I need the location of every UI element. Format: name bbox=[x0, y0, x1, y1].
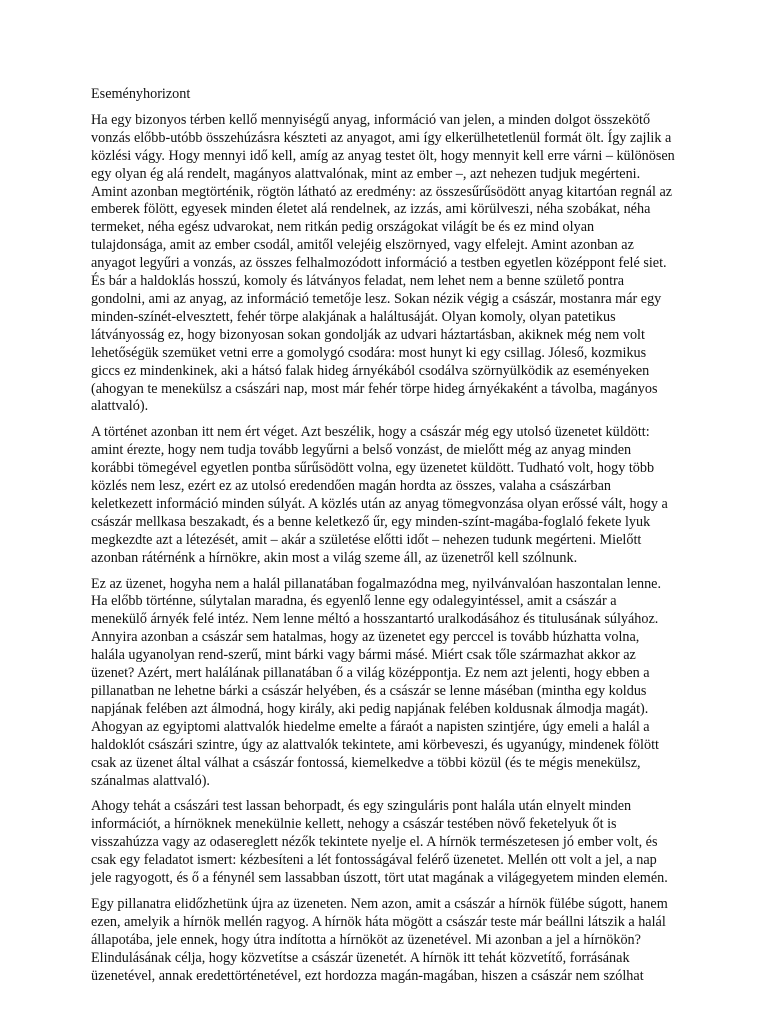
text-line: Ahogyan az egyiptomi alattvalók hiedelme emelte a fáraót a napisten szintjére, úgy emeli a halál a bbox=[91, 718, 650, 735]
text-line: Egy pillanatra elidőzhetünk újra az üzeneten. Nem azon, amit a császár a hírnök fülébe súgott, hanem bbox=[91, 895, 668, 912]
text-line: halála ugyanolyan rend-szerű, mint bárki vagy bármi másé. Miért csak tőle származhat akkor az bbox=[91, 647, 636, 664]
text-line: császár mellkasa beszakadt, és a benne keletkező űr, egy minden-színt-magába-foglaló fekete lyuk bbox=[91, 513, 651, 530]
text-line: látványosság ez, hogy bizonyosan sokan gondolják az udvari háztartásban, akiknek még nem volt bbox=[91, 326, 645, 343]
text-line: visszahúzza vagy az odasereglett nézők tekintete nyelje el. A hírnök természetesen jó ember volt, és bbox=[91, 834, 658, 851]
text-line: (ahogyan te menekülsz a császári nap, most már fehér törpe hideg árnyékaként a távolba, magányos bbox=[91, 380, 658, 397]
document-title: Eseményhorizont bbox=[91, 86, 191, 102]
text-line: ezen, amelyik a hírnök mellén ragyog. A hírnök háta mögött a császár teste már beállni látszik a halál bbox=[91, 913, 666, 930]
text-line: megkezdte azt a létezését, amit – akár a születése előtti időt – nehezen tudunk megérteni. Mielőtt bbox=[91, 531, 642, 548]
text-line: alattvaló). bbox=[91, 398, 149, 415]
text-line: Ez az üzenet, hogyha nem a halál pillanatában fogalmazódna meg, nyilvánvalóan haszontalan lenne. bbox=[91, 575, 662, 592]
text-line: üzenet? Azért, mert halálának pillanatában ő a világ középpontja. Ez nem azt jelenti, hogy ebben a bbox=[91, 665, 650, 682]
text-line: giccs ez mindenkinek, aki a hátsó falak hideg árnyékából csodálva szörnyülködik az eseményeken bbox=[91, 362, 650, 379]
text-line: közlési vágy. Hogy mennyi idő kell, amíg az anyag testet ölt, hogy mennyit kell erre várni – különösen bbox=[91, 147, 675, 164]
text-line: információt, a hírnöknek menekülnie kellett, nehogy a császár testében növő feketelyuk őt is bbox=[91, 816, 617, 833]
text-line: jele ragyogott, és ő a fénynél sem lassabban úszott, tört utat magának a világegyetem minden elemén. bbox=[91, 870, 668, 887]
document-page bbox=[91, 86, 676, 994]
text-line: pillanatban ne lehetne bárki a császár helyében, és a császár se lenne máséban (mintha egy koldus bbox=[91, 683, 647, 699]
text-line: korábbi tömegével egyetlen pontba sűrűsödött volna, egy üzenetet küldött. Tudható volt, hogy több bbox=[91, 460, 655, 477]
paragraph bbox=[91, 576, 676, 791]
text-line: üzenetével, annak eredettörténetével, ezt hordozza magán-magában, hiszen a császár nem szólhat bbox=[91, 967, 644, 984]
text-line: Ahogy tehát a császári test lassan behorpadt, és egy szinguláris pont halála után elnyelt minden bbox=[91, 798, 632, 815]
paragraph bbox=[91, 798, 676, 888]
text-line: közlés nem lesz, ezért ez az utolsó eredendően magán hordta az összes, valaha a császárban bbox=[91, 478, 611, 495]
text-line: Amint azonban megtörténik, rögtön látható az eredmény: az összesűrűsödött anyag kitartóan regnál az bbox=[91, 183, 673, 200]
text-line: A történet azonban itt nem ért véget. Azt beszélik, hogy a császár még egy utolsó üzenetet küldött: bbox=[91, 424, 650, 441]
text-line: keletkezett információ minden súlyát. A közlés után az anyag tömegvonzása olyan erőssé vált, hogy a bbox=[91, 495, 668, 512]
text-line: Ha előbb történne, súlytalan maradna, és egyenlő lenne egy odalegyintéssel, amit a császár a bbox=[91, 593, 617, 610]
text-line: Annyira azonban a császár sem hatalmas, hogy az üzenetet egy perccel is tovább húzhatta volna, bbox=[91, 629, 640, 646]
text-line: vonzás előbb-utóbb összehúzásra készteti az anyagot, ami így elkerülhetetlenül formát ölt. Így zajlik a bbox=[91, 129, 672, 146]
text-line: csak egy feladatot ismert: kézbesíteni a lét fontosságával felérő üzenetet. Mellén ott volt a jel, a nap bbox=[91, 852, 657, 869]
document-body bbox=[91, 112, 676, 986]
text-line: haldoklót császári szintre, úgy az alattvalók tekintete, ami körbeveszi, és ugyanúgy, mindenek fölött bbox=[91, 736, 659, 753]
paragraph bbox=[91, 896, 676, 986]
text-line: egy olyan ég alá rendelt, magányos alattvalónak, mint az ember –, azt nehezen tudjuk megérteni. bbox=[91, 165, 641, 182]
text-line: menekülő árnyék felé intéz. Nem lenne méltó a hosszantartó uralkodásához és titulusának súlyához. bbox=[91, 611, 659, 628]
text-line: termeket, néha egész udvarokat, nem ritkán pedig országokat világít be és ez mind olyan bbox=[91, 219, 595, 236]
paragraph bbox=[91, 112, 676, 416]
text-line: csak az üzenet által válhat a császár fontossá, kiemelkedve a többi közül (és te mégis menekülsz, bbox=[91, 754, 641, 771]
text-line: tulajdonsága, amit az ember csodál, amitől velejéig elszörnyed, vagy elfelejt. Amint azonban az bbox=[91, 237, 634, 254]
paragraph bbox=[91, 424, 676, 567]
text-line: amint érezte, hogy nem tudja tovább legyűrni a belső vonzást, de mielőtt még az anyag minden bbox=[91, 442, 632, 459]
text-line: Ha egy bizonyos térben kellő mennyiségű anyag, információ van jelen, a minden dolgot összekötő bbox=[91, 111, 651, 128]
text-line: azonban rátérnénk a hírnökre, akin most a világ szeme áll, az üzenetről kell szólnunk. bbox=[91, 549, 578, 566]
text-line: minden-színét-elvesztett, fehér törpe alakjának a haláltusáját. Olyan komoly, olyan patetikus bbox=[91, 308, 616, 325]
text-line: állapotába, jele ennek, hogy útra indította a hírnököt az üzenetével. Mi azonban a jel a hírnökön? bbox=[91, 931, 641, 948]
text-line: És bár a haldoklás hosszú, komoly és látványos feladat, nem lehet nem a benne születő pontra bbox=[91, 273, 625, 290]
text-line: gondolni, ami az anyag, az információ temetője lesz. Sokan nézik végig a császár, mostanra már egy bbox=[91, 290, 662, 307]
text-line: anyagot legyűri a vonzás, az összes felhalmozódott információ a testben egyetlen középpont felé siet. bbox=[91, 255, 667, 272]
text-line: napjának felében azt álmodná, hogy király, aki pedig napjának felében koldusnak álmodja magát). bbox=[91, 700, 649, 717]
text-line: szánalmas alattvaló). bbox=[91, 772, 210, 789]
text-line: Elindulásának célja, hogy közvetítse a császár üzenetét. A hírnök itt tehát közvetítő, forrásának bbox=[91, 949, 630, 966]
text-line: lehetőségük szemüket vetni erre a gomolygó csodára: most hunyt ki egy csillag. Jóleső, kozmikus bbox=[91, 344, 647, 361]
text-line: emberek fölött, egyesek minden életet alá rendelnek, az izzás, ami körülveszi, néha szobákat, néha bbox=[91, 201, 651, 218]
